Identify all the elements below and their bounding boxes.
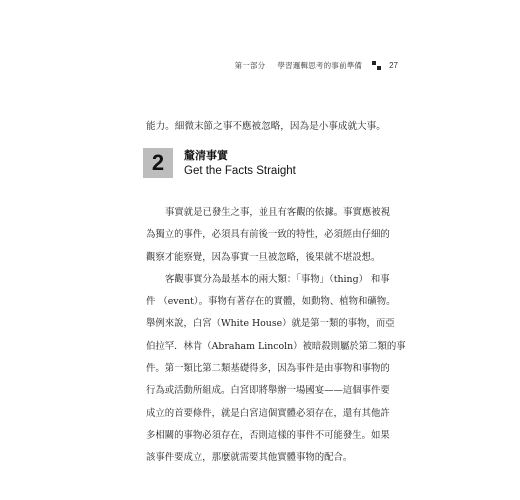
paragraph-line: 成立的首要條件，就是白宮這個實體必須存在，還有其他許 [146, 407, 390, 419]
paragraph-line: 行為或活動所組成。白宮即將舉辦一場國宴——這個事件要 [146, 385, 390, 397]
running-head-chapter: 學習邏輯思考的事前準備 [277, 61, 363, 70]
page-number: 27 [389, 61, 398, 70]
section-heading [143, 148, 296, 179]
section-number-badge: 2 [143, 148, 173, 178]
ornament-icon [372, 61, 381, 70]
paragraph [146, 269, 406, 470]
paragraph [146, 202, 391, 269]
paragraph-line: 事實就是已發生之事，並且有客觀的依據。事實應被視 [165, 207, 391, 218]
paragraph-line: 觀察才能察覺，因為事實一旦被忽略，後果就不堪設想。 [146, 251, 381, 263]
paragraph-line: 件 （event）。事物有著存在的實體，如動物、植物和礦物。 [146, 296, 396, 308]
paragraph-line: 舉例來說，白宮（White House）就是第一類的事物，而亞 [146, 318, 395, 330]
paragraph-line: 該事件要成立，那麼就需要其他實體事物的配合。 [146, 452, 353, 464]
running-head-part: 第一部分 [234, 61, 266, 70]
paragraph-line: 伯拉罕．林肯（Abraham Lincoln）被暗殺則屬於第二類的事 [146, 340, 406, 352]
paragraph-line: 多相關的事物必須存在，否則這樣的事件不可能發生。如果 [146, 429, 390, 441]
running-head [235, 60, 398, 71]
paragraph-line: 客觀事實分為最基本的兩大類：「事物」（thing） 和事 [165, 273, 390, 285]
section-title-chinese: 釐清事實 [184, 149, 228, 162]
carryover-text: 能力。細微末節之事不應被忽略，因為是小事成就大事。 [146, 121, 386, 132]
body-text [146, 202, 406, 470]
section-titles [184, 149, 296, 179]
paragraph-line: 件。第一類比第二類基礎得多，因為事件是由事物和事物的 [146, 363, 390, 375]
section-title-english: Get the Facts Straight [184, 165, 296, 177]
paragraph-line: 為獨立的事件，必須具有前後一致的特性，必須經由仔細的 [146, 229, 390, 241]
